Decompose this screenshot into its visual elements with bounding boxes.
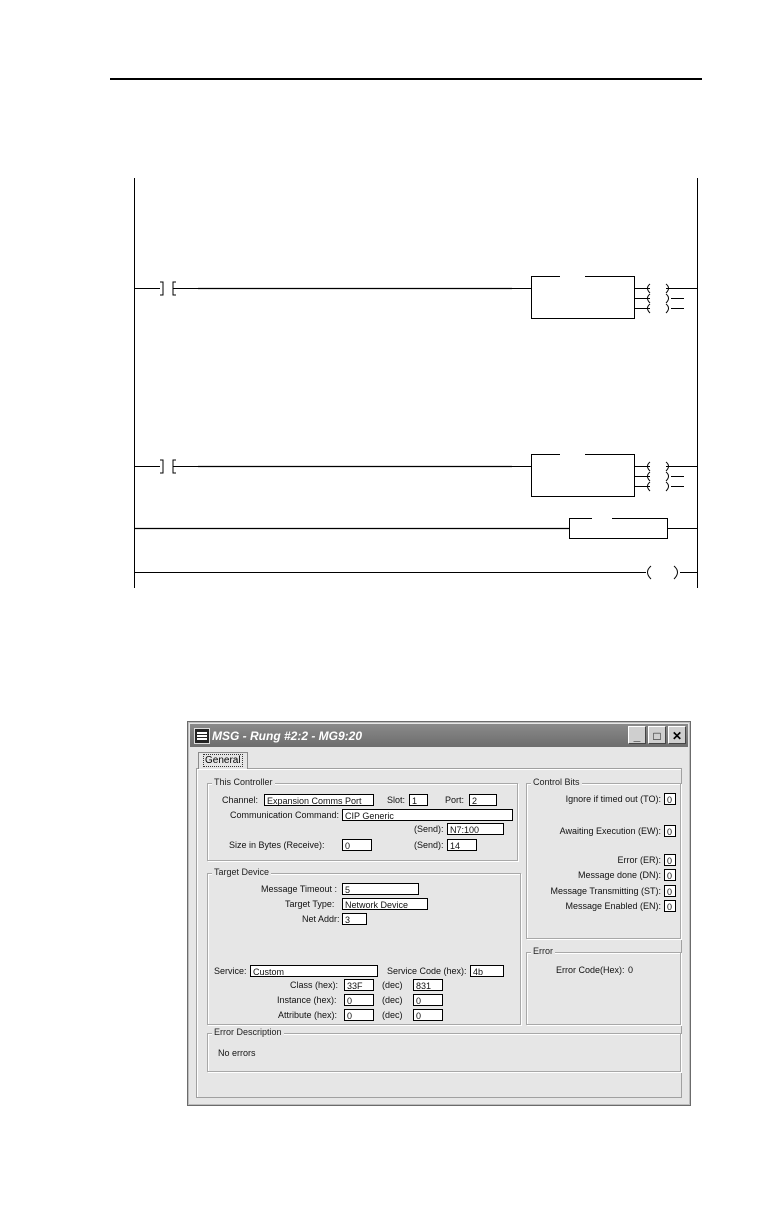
slot-label: Slot: bbox=[387, 795, 406, 805]
net-addr-label: Net Addr: bbox=[302, 914, 340, 924]
dialog-titlebar bbox=[190, 724, 688, 747]
error-description-text: No errors bbox=[218, 1048, 256, 1058]
ew-label: Awaiting Execution (EW): bbox=[559, 826, 661, 836]
port-field[interactable]: 2 bbox=[469, 794, 497, 806]
comm-command-field[interactable]: CIP Generic bbox=[342, 809, 513, 821]
tab-general-label: General bbox=[205, 755, 241, 766]
message-timeout-label: Message Timeout : bbox=[261, 884, 338, 894]
rung-1 bbox=[134, 277, 697, 319]
error-group bbox=[526, 946, 681, 1025]
st-bit-field: 0 bbox=[664, 885, 676, 897]
coil-right bbox=[674, 566, 678, 579]
service-code-field[interactable]: 4b bbox=[470, 965, 504, 977]
channel-field[interactable]: Expansion Comms Port bbox=[264, 794, 374, 806]
net-addr-field[interactable]: 3 bbox=[342, 913, 367, 925]
attribute-hex-field[interactable]: 0 bbox=[344, 1009, 374, 1021]
error-group-label: Error bbox=[533, 946, 553, 956]
this-controller-label: This Controller bbox=[214, 777, 273, 787]
instance-hex-field[interactable]: 0 bbox=[344, 994, 374, 1006]
instance-dec-field[interactable]: 0 bbox=[413, 994, 443, 1006]
class-label: Class (hex): bbox=[290, 980, 339, 990]
attribute-label: Attribute (hex): bbox=[278, 1010, 338, 1020]
instance-dec-label: (dec) bbox=[382, 995, 403, 1005]
control-bits-label: Control Bits bbox=[533, 777, 580, 787]
to-bit-field: 0 bbox=[664, 793, 676, 805]
error-description-group bbox=[207, 1027, 681, 1072]
er-label: Error (ER): bbox=[617, 855, 661, 865]
service-label: Service: bbox=[214, 966, 247, 976]
er-bit-field: 0 bbox=[664, 854, 676, 866]
size-send-field[interactable]: 14 bbox=[447, 839, 477, 851]
attribute-dec-field[interactable]: 0 bbox=[413, 1009, 443, 1021]
msg-block-1 bbox=[532, 277, 635, 319]
send-label-1: (Send): bbox=[414, 824, 444, 834]
dn-bit-field: 0 bbox=[664, 869, 676, 881]
to-label: Ignore if timed out (TO): bbox=[565, 794, 661, 804]
maximize-button[interactable]: □ bbox=[648, 726, 666, 744]
instance-label: Instance (hex): bbox=[277, 995, 337, 1005]
msg-block-2 bbox=[532, 455, 635, 497]
error-description-label: Error Description bbox=[214, 1027, 282, 1037]
output-block bbox=[570, 519, 668, 539]
dn-label: Message done (DN): bbox=[577, 870, 661, 880]
control-bits-group bbox=[526, 777, 681, 939]
message-timeout-field[interactable]: 5 bbox=[342, 883, 419, 895]
target-device-label: Target Device bbox=[214, 867, 270, 877]
error-code-value: 0 bbox=[628, 965, 634, 975]
msg-dialog bbox=[187, 721, 691, 1106]
rung-4 bbox=[134, 566, 697, 579]
target-type-field[interactable]: Network Device bbox=[342, 898, 428, 910]
ew-bit-field: 0 bbox=[664, 825, 676, 837]
target-device-group bbox=[207, 867, 521, 1025]
port-label: Port: bbox=[445, 795, 465, 805]
class-hex-field[interactable]: 33F bbox=[344, 979, 374, 991]
service-field[interactable]: Custom bbox=[250, 965, 378, 977]
rung-2 bbox=[134, 455, 697, 497]
comm-command-label: Communication Command: bbox=[230, 810, 340, 820]
class-dec-label: (dec) bbox=[382, 980, 403, 990]
class-dec-field[interactable]: 831 bbox=[413, 979, 443, 991]
send-data-field[interactable]: N7:100 bbox=[447, 823, 504, 835]
target-type-label: Target Type: bbox=[285, 899, 335, 909]
channel-label: Channel: bbox=[222, 795, 259, 805]
slot-field[interactable]: 1 bbox=[409, 794, 428, 806]
send-label-2: (Send): bbox=[414, 840, 444, 850]
en-label: Message Enabled (EN): bbox=[565, 901, 661, 911]
coil-left bbox=[648, 566, 652, 579]
size-receive-field[interactable]: 0 bbox=[342, 839, 372, 851]
service-code-label: Service Code (hex): bbox=[387, 966, 467, 976]
rung-3 bbox=[134, 519, 697, 539]
minimize-button[interactable]: _ bbox=[628, 726, 646, 744]
close-button[interactable]: ✕ bbox=[668, 726, 686, 744]
size-receive-label: Size in Bytes (Receive): bbox=[229, 840, 325, 850]
general-tab-panel bbox=[196, 768, 682, 1098]
st-label: Message Transmitting (ST): bbox=[550, 886, 661, 896]
contact-left-bracket bbox=[160, 460, 163, 473]
contact-left-bracket bbox=[160, 282, 163, 295]
attribute-dec-label: (dec) bbox=[382, 1010, 403, 1020]
app-icon bbox=[194, 728, 210, 744]
dialog-title: MSG - Rung #2:2 - MG9:20 bbox=[212, 729, 363, 743]
this-controller-group bbox=[207, 777, 518, 861]
error-code-label: Error Code(Hex): bbox=[556, 965, 625, 975]
tab-general[interactable] bbox=[198, 752, 248, 769]
en-bit-field: 0 bbox=[664, 900, 676, 912]
